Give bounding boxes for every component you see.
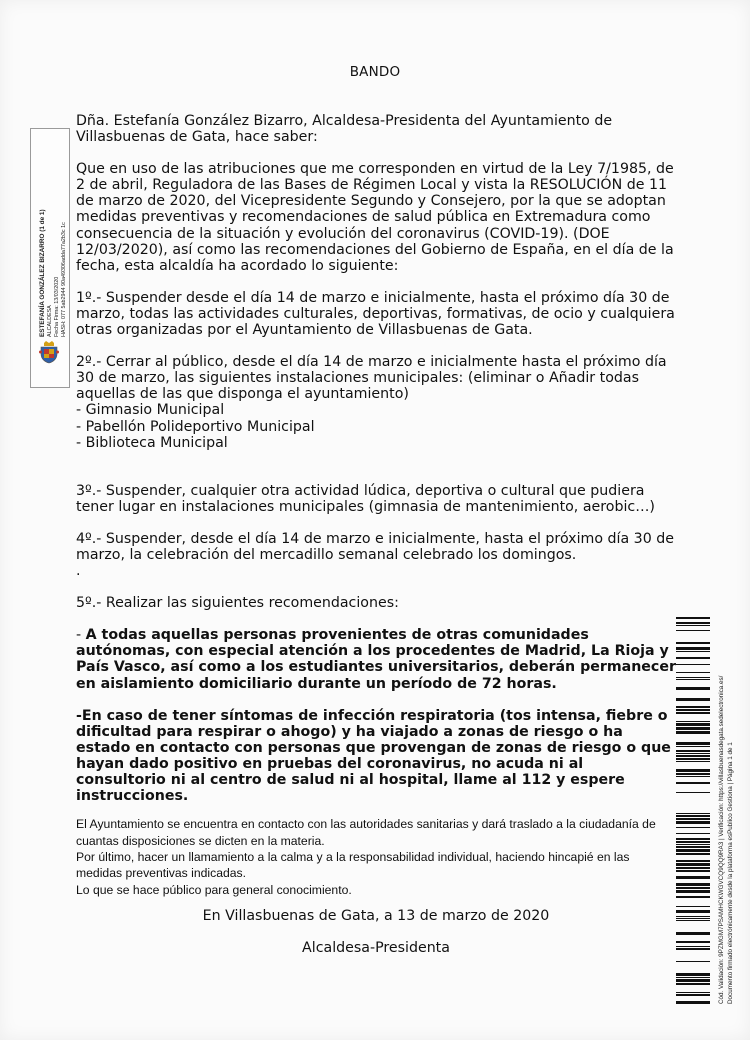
barcode-bar xyxy=(676,849,710,852)
barcode-bar xyxy=(676,920,710,921)
barcode-bar xyxy=(676,647,710,650)
barcode-bar xyxy=(676,731,710,734)
barcode-bar xyxy=(676,709,710,711)
barcode-bar xyxy=(676,876,710,879)
municipal-crest-icon xyxy=(38,340,60,364)
barcode-bar xyxy=(676,979,710,982)
barcode-bar xyxy=(676,860,710,862)
stamp-signer-name: ESTEFANÍA GONZÁLEZ BIZARRO (1 de 1) xyxy=(39,209,46,337)
barcode-bar xyxy=(676,723,710,726)
closing-paragraph-3: Lo que se hace público para general conocimiento. xyxy=(76,882,352,897)
barcode-bar xyxy=(676,946,710,947)
barcode-bar xyxy=(676,906,710,907)
point-3: 3º.- Suspender, cualquier otra actividad lúdica, deportiva o cultural que pudiera tener lugar en instalaciones municipales (gimnasia de mantenimiento, aerobic…) xyxy=(76,482,655,515)
barcode-bar xyxy=(676,846,710,848)
barcode-bar xyxy=(676,761,710,762)
barcode-bar xyxy=(676,758,710,760)
barcode-bar xyxy=(676,844,710,845)
barcode-bar xyxy=(676,698,710,701)
barcode-bar xyxy=(676,753,710,754)
barcode-bar xyxy=(676,992,710,993)
barcode-bar xyxy=(676,679,710,680)
verification-line-2: Documento firmado electrónicamente desde la plataforma esPublico Gestiona | Página 1 de 1 xyxy=(726,742,734,1004)
stamp-role: ALCALDESA xyxy=(47,305,53,337)
barcode-bar xyxy=(676,918,710,919)
barcode-bar xyxy=(676,821,710,824)
point-2: 2º.- Cerrar al público, desde el día 14 de marzo e inicialmente hasta el próximo día 30 de marzo, las siguientes instalaciones municipales: (eliminar o Añadir todas aquellas de las que disponga el ayuntamiento) xyxy=(76,354,667,403)
barcode-icon xyxy=(676,617,710,1004)
barcode-bar xyxy=(676,651,710,652)
verification-line-1: Cód. Validación: 9PZMGM7PSAMHCKWGVCQ9QQ9RA3 | Verificación: https://villasbuenasdegata.sedelectronica.es/ xyxy=(718,675,725,1004)
barcode-bar xyxy=(676,838,710,840)
place-and-date: En Villasbuenas de Gata, a 13 de marzo de 2020 xyxy=(202,908,550,925)
barcode-bar xyxy=(676,776,710,777)
barcode-bar xyxy=(676,853,710,855)
barcode-bar xyxy=(676,910,710,913)
barcode-bar xyxy=(676,827,710,828)
barcode-bar xyxy=(676,622,710,624)
barcode-bar xyxy=(676,883,710,886)
barcode-bar xyxy=(676,1001,710,1004)
barcode-bar xyxy=(676,896,710,898)
intro-paragraph: Dña. Estefanía González Bizarro, Alcaldesa-Presidenta del Ayuntamiento de Villasbuenas de Gata, hace saber: xyxy=(76,113,613,146)
signature-role: Alcaldesa-Presidenta xyxy=(302,940,450,957)
barcode-bar xyxy=(676,687,710,690)
barcode-bar xyxy=(676,677,710,678)
signature-stamp-text xyxy=(39,209,68,337)
stamp-hash: HASH: 077 5ab2944 90a49306adda77a2b3c 1c xyxy=(61,222,67,337)
point-1: 1º.- Suspender desde el día 14 de marzo e inicialmente, hasta el próximo día 30 de marzo, todas las actividades culturales, deportivas, formativas, de ocio y cualquiera otras organizadas por el Ayuntamiento de Villasbuenas de Gata. xyxy=(76,289,675,339)
barcode-bar xyxy=(676,712,710,714)
barcode-bar xyxy=(676,642,710,644)
facility-item: - Biblioteca Municipal xyxy=(76,434,228,451)
barcode-bar xyxy=(676,815,710,817)
barcode-bar xyxy=(676,961,710,962)
recommendation-2: -En caso de tener síntomas de infección respiratoria (tos intensa, fiebre o dificultad para respirar o ahogo) y ha viajado a zonas de riesgo o ha estado en contacto con personas que provengan de zonas de riesgo o que hayan dado positivo en pruebas del coronavirus, no acuda ni al consultorio ni al centro de salud ni al hospital, llame al 112 y espere instrucciones. xyxy=(76,707,671,805)
barcode-bar xyxy=(676,792,710,793)
document-title: BANDO xyxy=(349,64,401,80)
barcode-bar xyxy=(676,657,710,659)
barcode-bar xyxy=(676,721,710,722)
preamble-paragraph: Que en uso de las atribuciones que me corresponden en virtud de la Ley 7/1985, de 2 de abril, Reguladora de las Bases de Régimen Local y vista la RESOLUCIÓN de 11 de marzo de 2020, del Vicepresidente Segundo y Consejero, por la que se adoptan medidas preventivas y recomendaciones de salud pública en Extremadura como consecuencia de la situación y evolución del coronavirus (COVID-19). (DOE 12/03/2020), así como las recomendaciones del Gobierno de España, en el día de la fecha, esta alcaldía ha acordado lo siguiente: xyxy=(76,161,674,274)
facility-item: - Gimnasio Municipal xyxy=(76,402,225,419)
barcode-bar xyxy=(676,887,710,889)
closing-paragraph-2: Por último, hacer un llamamiento a la calma y a la responsabilidad individual, haciendo hincapié en las medidas preventivas indicadas. xyxy=(76,850,630,881)
barcode-bar xyxy=(676,948,710,950)
recommendation-1 xyxy=(76,627,676,691)
document-body xyxy=(76,113,676,956)
point-4: 4º.- Suspender, desde el día 14 de marzo e inicialmente, hasta el próximo día 30 de marzo, la celebración del mercadillo semanal celebrado los domingos. xyxy=(76,530,674,563)
barcode-bar xyxy=(676,746,710,747)
barcode-bar xyxy=(676,706,710,708)
barcode-bar xyxy=(676,841,710,843)
barcode-bar xyxy=(676,863,710,866)
barcode-bar xyxy=(676,983,710,985)
closing-paragraph-1: El Ayuntamiento se encuentra en contacto con las autoridades sanitarias y dará traslado a la ciudadanía de cuantas disposiciones se dicten en la materia. xyxy=(76,817,656,848)
barcode-bar xyxy=(676,932,710,935)
barcode-bar xyxy=(676,941,710,943)
barcode-bar xyxy=(676,630,710,631)
facility-item: - Pabellón Polideportivo Municipal xyxy=(76,418,315,435)
barcode-bar xyxy=(676,755,710,757)
barcode-bar xyxy=(676,994,710,996)
barcode-bar xyxy=(676,769,710,772)
barcode-bar xyxy=(676,727,710,730)
barcode-bar xyxy=(676,870,710,872)
barcode-bar xyxy=(676,617,710,619)
barcode-bar xyxy=(676,664,710,665)
recommendation-dash: - xyxy=(76,627,86,644)
barcode-bar xyxy=(676,773,710,775)
barcode-bar xyxy=(676,818,710,820)
barcode-bar xyxy=(676,833,710,834)
barcode-bar xyxy=(676,625,710,626)
barcode-bar xyxy=(676,916,710,917)
point-4-dot: . xyxy=(76,563,81,580)
barcode-bar xyxy=(676,813,710,814)
barcode-bar xyxy=(676,672,710,673)
barcode-bar xyxy=(676,742,710,745)
verification-text xyxy=(718,676,735,1004)
facility-list xyxy=(76,402,676,450)
point-5: 5º.- Realizar las siguientes recomendaciones: xyxy=(76,595,399,612)
barcode-bar xyxy=(676,867,710,869)
barcode-bar xyxy=(676,890,710,893)
barcode-bar xyxy=(676,750,710,752)
barcode-bar xyxy=(676,782,710,784)
stamp-date: Fecha Firma: 13/03/2020 xyxy=(54,276,60,337)
recommendation-1-text: A todas aquellas personas provenientes de otras comunidades autónomas, con especial atención a los procedentes de Madrid, La Rioja y País Vasco, así como a los estudiantes universitarios, deberán permanecer en aislamiento domiciliario durante un período de 72 horas. xyxy=(76,627,676,692)
barcode-bar xyxy=(676,973,710,976)
barcode-bar xyxy=(676,977,710,978)
